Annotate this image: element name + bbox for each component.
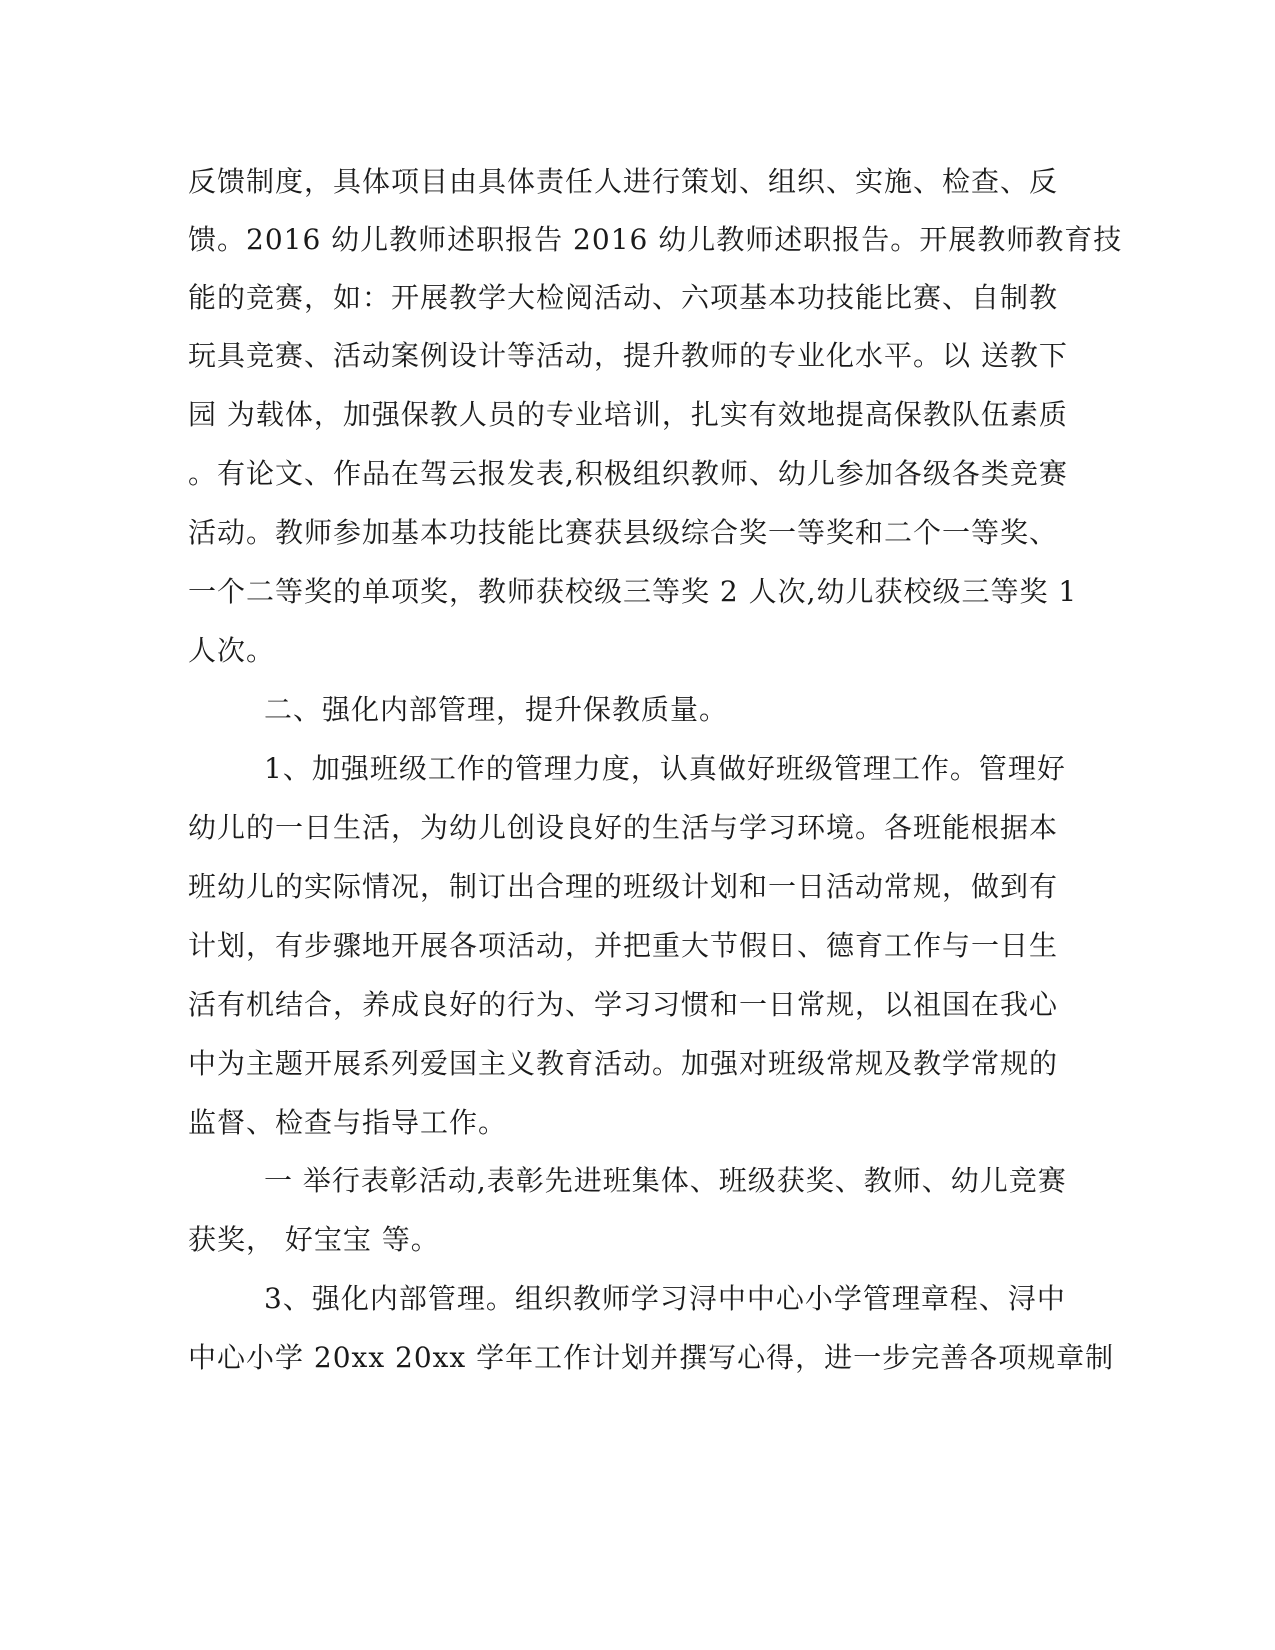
text-line: 幼儿的一日生活，为幼儿创设良好的生活与学习环境。各班能根据本 [188,811,1059,844]
paragraph-start: 1、加强班级工作的管理力度，认真做好班级管理工作。管理好 [264,752,1066,785]
text-line: 人次。 [188,634,276,667]
text-line: 园 为载体，加强保教人员的专业培训，扎实有效地提高保教队伍素质 [188,398,1068,431]
section-heading: 二、强化内部管理，提升保教质量。 [264,693,729,726]
text-line: 馈。2016 幼儿教师述职报告 2016 幼儿教师述职报告。开展教师教育技 [188,223,1123,256]
text-line: 监督、检查与指导工作。 [188,1106,508,1139]
text-line: 中为主题开展系列爱国主义教育活动。加强对班级常规及教学常规的 [188,1047,1059,1080]
paragraph-start: 一 举行表彰活动,表彰先进班集体、班级获奖、教师、幼儿竞赛 [264,1164,1067,1197]
paragraph-start: 3、强化内部管理。组织教师学习浔中中心小学管理章程、浔中 [264,1282,1066,1315]
text-line: 活有机结合，养成良好的行为、学习习惯和一日常规，以祖国在我心 [188,988,1059,1021]
text-line: 活动。教师参加基本功技能比赛获县级综合奖一等奖和二个一等奖、 [188,516,1059,549]
text-line: 反馈制度，具体项目由具体责任人进行策划、组织、实施、检查、反 [188,165,1059,198]
text-line: 一个二等奖的单项奖，教师获校级三等奖 2 人次,幼儿获校级三等奖 1 [188,575,1078,608]
text-line: 能的竞赛，如：开展教学大检阅活动、六项基本功技能比赛、自制教 [188,281,1059,314]
text-line: 计划，有步骤地开展各项活动，并把重大节假日、德育工作与一日生 [188,929,1059,962]
text-line: 获奖， 好宝宝 等。 [188,1223,440,1256]
text-line: 。有论文、作品在驾云报发表,积极组织教师、幼儿参加各级各类竞赛 [188,457,1068,490]
text-line: 中心小学 20xx 20xx 学年工作计划并撰写心得，进一步完善各项规章制 [188,1341,1115,1374]
text-line: 班幼儿的实际情况，制订出合理的班级计划和一日活动常规，做到有 [188,870,1059,903]
text-line: 玩具竞赛、活动案例设计等活动，提升教师的专业化水平。以 送教下 [188,339,1068,372]
